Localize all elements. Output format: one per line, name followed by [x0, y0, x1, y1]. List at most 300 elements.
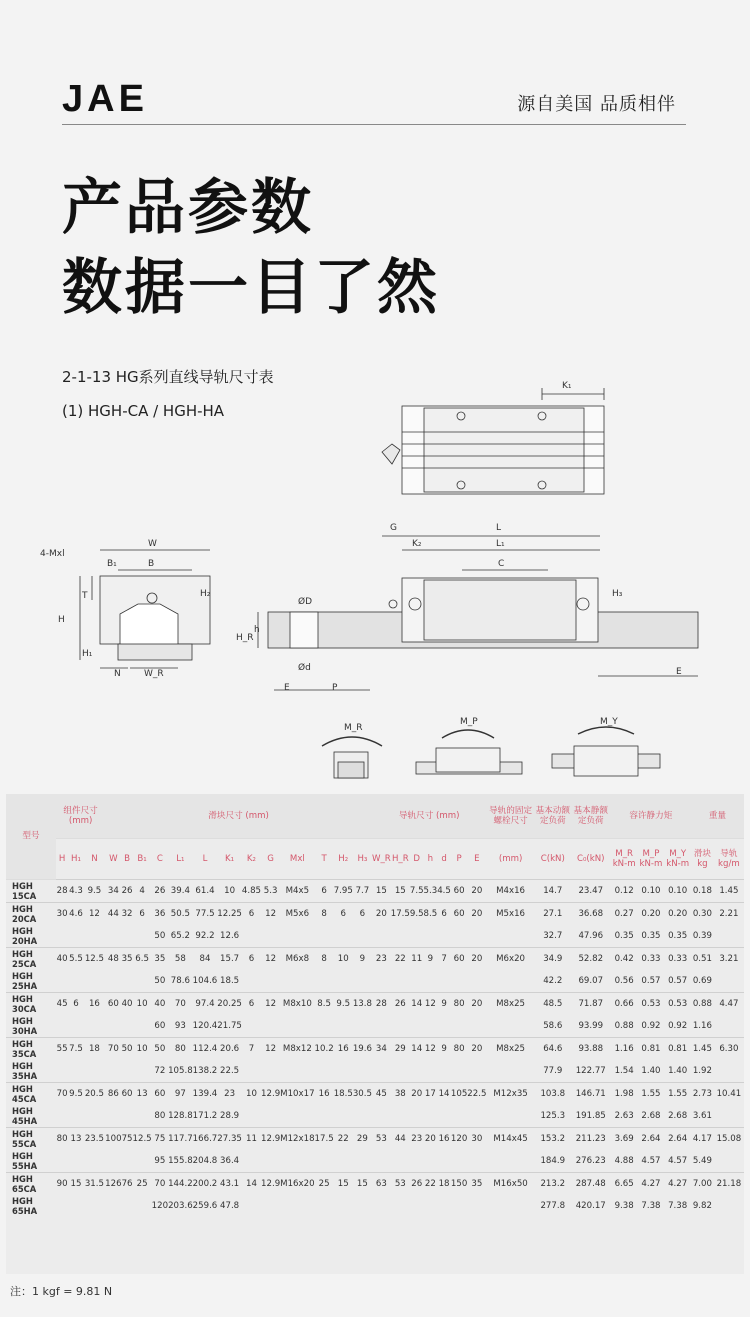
value-cell: [280, 970, 314, 993]
value-cell: 58.6: [543, 1020, 563, 1031]
value-cell: 0.92: [641, 1020, 661, 1031]
value-cell: [84, 970, 106, 993]
value-cell: 27.1: [535, 903, 571, 926]
value-cell: [437, 1105, 451, 1128]
value-cell: 0.18: [691, 880, 714, 903]
value-cell: 60: [105, 993, 121, 1016]
value-cell: 92.2: [195, 930, 215, 941]
value-cell: [424, 970, 438, 993]
value-cell: 14: [242, 1173, 261, 1196]
value-cell: [280, 925, 314, 948]
table-row: [6, 903, 744, 926]
value-cell: [467, 1060, 486, 1083]
value-cell: [122, 1195, 133, 1217]
label-k1: K₁: [562, 381, 572, 391]
value-cell: 36.4: [220, 1155, 240, 1166]
value-cell: [391, 1195, 410, 1217]
value-cell: 23: [372, 948, 391, 971]
value-cell: 5.49: [692, 1155, 712, 1166]
value-cell: 153.2: [535, 1128, 571, 1151]
value-cell: 31.5: [84, 1173, 106, 1196]
value-cell: 10: [334, 948, 353, 971]
sub-header-cell: H₁: [68, 839, 83, 880]
value-cell: [391, 970, 410, 993]
value-cell: 76: [122, 1173, 133, 1196]
value-cell: [133, 1105, 152, 1128]
value-cell: [451, 1150, 467, 1173]
value-cell: 36: [152, 903, 168, 926]
value-cell: [280, 1150, 314, 1173]
value-cell: 139.4: [193, 1083, 218, 1106]
value-cell: 100: [105, 1128, 121, 1151]
value-cell: [56, 970, 68, 993]
value-cell: 6: [437, 903, 451, 926]
value-cell: 69.07: [578, 975, 604, 986]
value-cell: 2.21: [714, 903, 744, 926]
model-cell: HGH 65HA: [12, 1195, 38, 1216]
value-cell: 11: [410, 948, 424, 971]
value-cell: 8: [315, 948, 334, 971]
value-cell: 0.10: [664, 880, 691, 903]
value-cell: 5.3: [424, 880, 438, 903]
value-cell: 2.64: [638, 1128, 665, 1151]
value-cell: 58: [168, 948, 193, 971]
value-cell: 277.8: [540, 1200, 566, 1211]
value-cell: 42.2: [543, 975, 563, 986]
value-cell: 126: [105, 1173, 121, 1196]
rail-dimension-diagram: [0, 360, 750, 790]
sub-header-cell: H₃: [353, 839, 372, 880]
value-cell: 80: [56, 1128, 68, 1151]
value-cell: [280, 1015, 314, 1038]
value-cell: 17.5: [391, 903, 410, 926]
value-cell: M5x6: [280, 903, 314, 926]
value-cell: [105, 970, 121, 993]
value-cell: 9: [353, 948, 372, 971]
value-cell: 47.8: [220, 1200, 240, 1211]
value-cell: 112.4: [193, 1038, 218, 1061]
value-cell: 2.68: [668, 1110, 688, 1121]
value-cell: 20.6: [217, 1038, 242, 1061]
header-block: 滑块尺寸 (mm): [105, 794, 372, 839]
value-cell: 64.6: [535, 1038, 571, 1061]
value-cell: 22: [391, 948, 410, 971]
model-cell: HGH 35CA: [6, 1038, 56, 1061]
value-cell: 1.92: [692, 1065, 712, 1076]
value-cell: [315, 1015, 334, 1038]
sub-header-cell: d: [437, 839, 451, 880]
label-k2: K₂: [412, 539, 422, 549]
value-cell: [68, 1105, 83, 1128]
value-cell: 6: [133, 903, 152, 926]
value-cell: 18: [84, 1038, 106, 1061]
value-cell: 75: [152, 1128, 168, 1151]
value-cell: [84, 1105, 106, 1128]
value-cell: 19.6: [353, 1038, 372, 1061]
sub-header-cell: N: [84, 839, 106, 880]
value-cell: [391, 1015, 410, 1038]
value-cell: 25: [133, 1173, 152, 1196]
value-cell: 36.68: [571, 903, 611, 926]
value-cell: [424, 1150, 438, 1173]
brand-logo: JAE: [62, 78, 148, 120]
value-cell: M5x16: [486, 903, 534, 926]
value-cell: 20: [467, 1038, 486, 1061]
value-cell: [122, 1060, 133, 1083]
value-cell: M10x17: [280, 1083, 314, 1106]
value-cell: 0.88: [691, 993, 714, 1016]
sub-header-cell: B₁: [133, 839, 152, 880]
value-cell: [714, 970, 744, 993]
value-cell: M8x25: [486, 993, 534, 1016]
value-cell: 0.53: [638, 993, 665, 1016]
value-cell: 65.2: [170, 930, 190, 941]
value-cell: 16: [84, 993, 106, 1016]
label-my: M_Y: [600, 717, 618, 727]
value-cell: M8x12: [280, 1038, 314, 1061]
value-cell: [315, 970, 334, 993]
sub-header-cell: K₂: [242, 839, 261, 880]
value-cell: 63: [372, 1173, 391, 1196]
sub-header-cell: W: [105, 839, 121, 880]
value-cell: 22.5: [220, 1065, 240, 1076]
value-cell: 7.95: [334, 880, 353, 903]
value-cell: 171.2: [192, 1110, 218, 1121]
value-cell: [486, 925, 534, 948]
value-cell: [56, 1105, 68, 1128]
value-cell: 12: [261, 993, 280, 1016]
value-cell: [353, 1195, 372, 1217]
value-cell: [467, 1195, 486, 1217]
value-cell: 9: [437, 993, 451, 1016]
value-cell: 0.88: [614, 1020, 634, 1031]
value-cell: 0.81: [664, 1038, 691, 1061]
value-cell: 39.4: [168, 880, 193, 903]
sub-header-cell: 滑块 kg: [691, 839, 714, 880]
value-cell: M8x25: [486, 1038, 534, 1061]
value-cell: [451, 1195, 467, 1217]
value-cell: 4: [133, 880, 152, 903]
value-cell: 9.38: [614, 1200, 634, 1211]
value-cell: [372, 970, 391, 993]
value-cell: 203.6: [168, 1200, 193, 1211]
value-cell: 4.27: [664, 1173, 691, 1196]
value-cell: 0.12: [611, 880, 638, 903]
top-view-block: [382, 388, 604, 494]
value-cell: 97: [168, 1083, 193, 1106]
value-cell: 20.5: [84, 1083, 106, 1106]
value-cell: 20: [467, 903, 486, 926]
value-cell: 20: [467, 948, 486, 971]
header-assembly: 组件尺寸 (mm): [56, 794, 105, 839]
sub-header-cell: G: [261, 839, 280, 880]
value-cell: 105: [451, 1083, 467, 1106]
value-cell: [334, 925, 353, 948]
value-cell: [372, 925, 391, 948]
value-cell: 43.1: [217, 1173, 242, 1196]
value-cell: 30: [56, 903, 68, 926]
value-cell: M4x5: [280, 880, 314, 903]
value-cell: 122.77: [575, 1065, 606, 1076]
value-cell: 25: [315, 1173, 334, 1196]
value-cell: 26: [391, 993, 410, 1016]
value-cell: [84, 1060, 106, 1083]
label-w: W: [148, 539, 157, 549]
sub-header-cell: h: [424, 839, 438, 880]
value-cell: [714, 1015, 744, 1038]
value-cell: 28.9: [220, 1110, 240, 1121]
value-cell: 50: [154, 930, 166, 941]
value-cell: 20: [467, 993, 486, 1016]
value-cell: 35: [122, 948, 133, 971]
value-cell: 12.6: [220, 930, 240, 941]
value-cell: [261, 925, 280, 948]
value-cell: [424, 925, 438, 948]
value-cell: [451, 1105, 467, 1128]
value-cell: 0.42: [611, 948, 638, 971]
value-cell: 90: [56, 1173, 68, 1196]
model-cell: HGH 25CA: [6, 948, 56, 971]
value-cell: M16x20: [280, 1173, 314, 1196]
value-cell: 0.35: [641, 930, 661, 941]
value-cell: [437, 1195, 451, 1217]
value-cell: 0.33: [638, 948, 665, 971]
side-view: [258, 536, 698, 690]
value-cell: 4.88: [614, 1155, 634, 1166]
value-cell: 18.5: [220, 975, 240, 986]
value-cell: 84: [193, 948, 218, 971]
value-cell: 26: [152, 880, 168, 903]
value-cell: 1.45: [691, 1038, 714, 1061]
value-cell: 55: [56, 1038, 68, 1061]
value-cell: [372, 1150, 391, 1173]
value-cell: 0.35: [614, 930, 634, 941]
value-cell: [714, 1105, 744, 1128]
value-cell: [122, 1150, 133, 1173]
value-cell: 1.54: [614, 1065, 634, 1076]
value-cell: 1.55: [664, 1083, 691, 1106]
value-cell: [410, 925, 424, 948]
value-cell: [424, 1060, 438, 1083]
sub-header-row: [6, 839, 744, 880]
value-cell: 70: [168, 993, 193, 1016]
value-cell: [315, 1060, 334, 1083]
value-cell: [242, 1060, 261, 1083]
headline-line-2: 数据一目了然: [62, 253, 440, 323]
value-cell: 23.5: [84, 1128, 106, 1151]
value-cell: [84, 925, 106, 948]
value-cell: [353, 970, 372, 993]
value-cell: [334, 1195, 353, 1217]
value-cell: 4.85: [242, 880, 261, 903]
value-cell: [315, 925, 334, 948]
value-cell: 0.92: [668, 1020, 688, 1031]
value-cell: 1.40: [668, 1065, 688, 1076]
value-cell: 20.25: [217, 993, 242, 1016]
label-mp: M_P: [460, 717, 478, 727]
value-cell: [410, 970, 424, 993]
sub-header-cell: H₂: [334, 839, 353, 880]
value-cell: 12: [261, 948, 280, 971]
label-p: P: [332, 683, 338, 693]
value-cell: 93.88: [571, 1038, 611, 1061]
value-cell: 71.87: [571, 993, 611, 1016]
value-cell: 20: [410, 1083, 424, 1106]
value-cell: 60: [451, 880, 467, 903]
value-cell: 27.35: [217, 1128, 242, 1151]
value-cell: 45: [56, 993, 68, 1016]
value-cell: 1.16: [692, 1020, 712, 1031]
value-cell: [242, 1195, 261, 1217]
value-cell: 34: [372, 1038, 391, 1061]
value-cell: 10.2: [315, 1038, 334, 1061]
value-cell: 6: [68, 993, 83, 1016]
label-h3: H₃: [612, 589, 623, 599]
sub-header-cell: W_R: [372, 839, 391, 880]
value-cell: 155.8: [168, 1155, 193, 1166]
value-cell: 128.8: [168, 1110, 193, 1121]
model-cell: HGH 20CA: [6, 903, 56, 926]
value-cell: 10.41: [714, 1083, 744, 1106]
table-row: [6, 880, 744, 903]
value-cell: [56, 1150, 68, 1173]
table-row: [6, 1195, 744, 1217]
table-row: [6, 1128, 744, 1151]
value-cell: [242, 925, 261, 948]
value-cell: 120: [151, 1200, 169, 1211]
value-cell: 105.8: [168, 1065, 193, 1076]
model-cell: HGH 20HA: [12, 925, 38, 946]
value-cell: [486, 1195, 534, 1217]
value-cell: 86: [105, 1083, 121, 1106]
value-cell: [486, 1105, 534, 1128]
value-cell: 10: [133, 1038, 152, 1061]
value-cell: 0.56: [614, 975, 634, 986]
sub-header-cell: P: [451, 839, 467, 880]
value-cell: [105, 1060, 121, 1083]
value-cell: 12: [261, 903, 280, 926]
value-cell: 12.9: [261, 1128, 280, 1151]
value-cell: 0.66: [611, 993, 638, 1016]
value-cell: 15: [391, 880, 410, 903]
table-row: [6, 1060, 744, 1083]
value-cell: 70: [105, 1038, 121, 1061]
value-cell: 30: [467, 1128, 486, 1151]
value-cell: [68, 1060, 83, 1083]
end-view: [80, 550, 210, 668]
value-cell: [424, 1105, 438, 1128]
value-cell: 2.73: [691, 1083, 714, 1106]
value-cell: [242, 1015, 261, 1038]
value-cell: 6.5: [133, 948, 152, 971]
value-cell: [410, 1195, 424, 1217]
value-cell: 200.2: [193, 1173, 218, 1196]
value-cell: [122, 925, 133, 948]
value-cell: 4.27: [638, 1173, 665, 1196]
value-cell: [68, 1015, 83, 1038]
sub-header-cell: D: [410, 839, 424, 880]
value-cell: 38: [391, 1083, 410, 1106]
value-cell: 48.5: [535, 993, 571, 1016]
sub-header-cell: C: [152, 839, 168, 880]
value-cell: [105, 1105, 121, 1128]
value-cell: 259.6: [192, 1200, 218, 1211]
value-cell: 16: [315, 1083, 334, 1106]
label-h1: H₁: [82, 649, 93, 659]
value-cell: [315, 1195, 334, 1217]
value-cell: 4.17: [691, 1128, 714, 1151]
value-cell: 125.3: [540, 1110, 566, 1121]
value-cell: [122, 970, 133, 993]
value-cell: [437, 1015, 451, 1038]
value-cell: 7: [437, 948, 451, 971]
value-cell: [242, 970, 261, 993]
sub-header-cell: Mxl: [280, 839, 314, 880]
model-cell: HGH 35HA: [12, 1060, 38, 1081]
value-cell: 138.2: [192, 1065, 218, 1076]
table-row: [6, 1150, 744, 1173]
value-cell: [105, 1150, 121, 1173]
sub-header-cell: 导轨 kg/m: [714, 839, 744, 880]
model-cell: HGH 55HA: [12, 1150, 38, 1171]
value-cell: 44: [105, 903, 121, 926]
value-cell: 32.7: [543, 930, 563, 941]
label-od-big: ØD: [298, 597, 313, 607]
value-cell: 13: [68, 1128, 83, 1151]
value-cell: 26: [122, 880, 133, 903]
footnote: 注：1 kgf = 9.81 N: [10, 1285, 113, 1298]
value-cell: 29: [353, 1128, 372, 1151]
value-cell: 53: [372, 1128, 391, 1151]
value-cell: [410, 1015, 424, 1038]
value-cell: 6: [242, 948, 261, 971]
value-cell: 60: [122, 1083, 133, 1106]
value-cell: 8: [315, 903, 334, 926]
value-cell: [261, 1195, 280, 1217]
value-cell: 0.57: [641, 975, 661, 986]
value-cell: 60: [451, 948, 467, 971]
value-cell: M16x50: [486, 1173, 534, 1196]
value-cell: 213.2: [535, 1173, 571, 1196]
value-cell: 0.53: [664, 993, 691, 1016]
value-cell: [334, 1015, 353, 1038]
table-row: [6, 948, 744, 971]
value-cell: [451, 1015, 467, 1038]
model-cell: HGH 30CA: [6, 993, 56, 1016]
brand-slogan: 源自美国 品质相伴: [517, 94, 676, 115]
value-cell: 2.64: [664, 1128, 691, 1151]
value-cell: 12: [261, 1038, 280, 1061]
value-cell: 9.82: [692, 1200, 712, 1211]
table-row: [6, 1105, 744, 1128]
value-cell: 10: [133, 993, 152, 1016]
value-cell: [242, 1150, 261, 1173]
sub-header-cell: (mm): [486, 839, 534, 880]
label-l1: L₁: [496, 539, 505, 549]
value-cell: 7.38: [668, 1200, 688, 1211]
value-cell: 77.5: [193, 903, 218, 926]
value-cell: [424, 1195, 438, 1217]
value-cell: [714, 925, 744, 948]
value-cell: 1.55: [638, 1083, 665, 1106]
value-cell: [68, 1195, 83, 1217]
value-cell: [280, 1060, 314, 1083]
value-cell: [486, 970, 534, 993]
label-h-small: h: [254, 625, 260, 635]
value-cell: 93.99: [578, 1020, 604, 1031]
value-cell: 6: [353, 903, 372, 926]
value-cell: 10: [217, 880, 242, 903]
